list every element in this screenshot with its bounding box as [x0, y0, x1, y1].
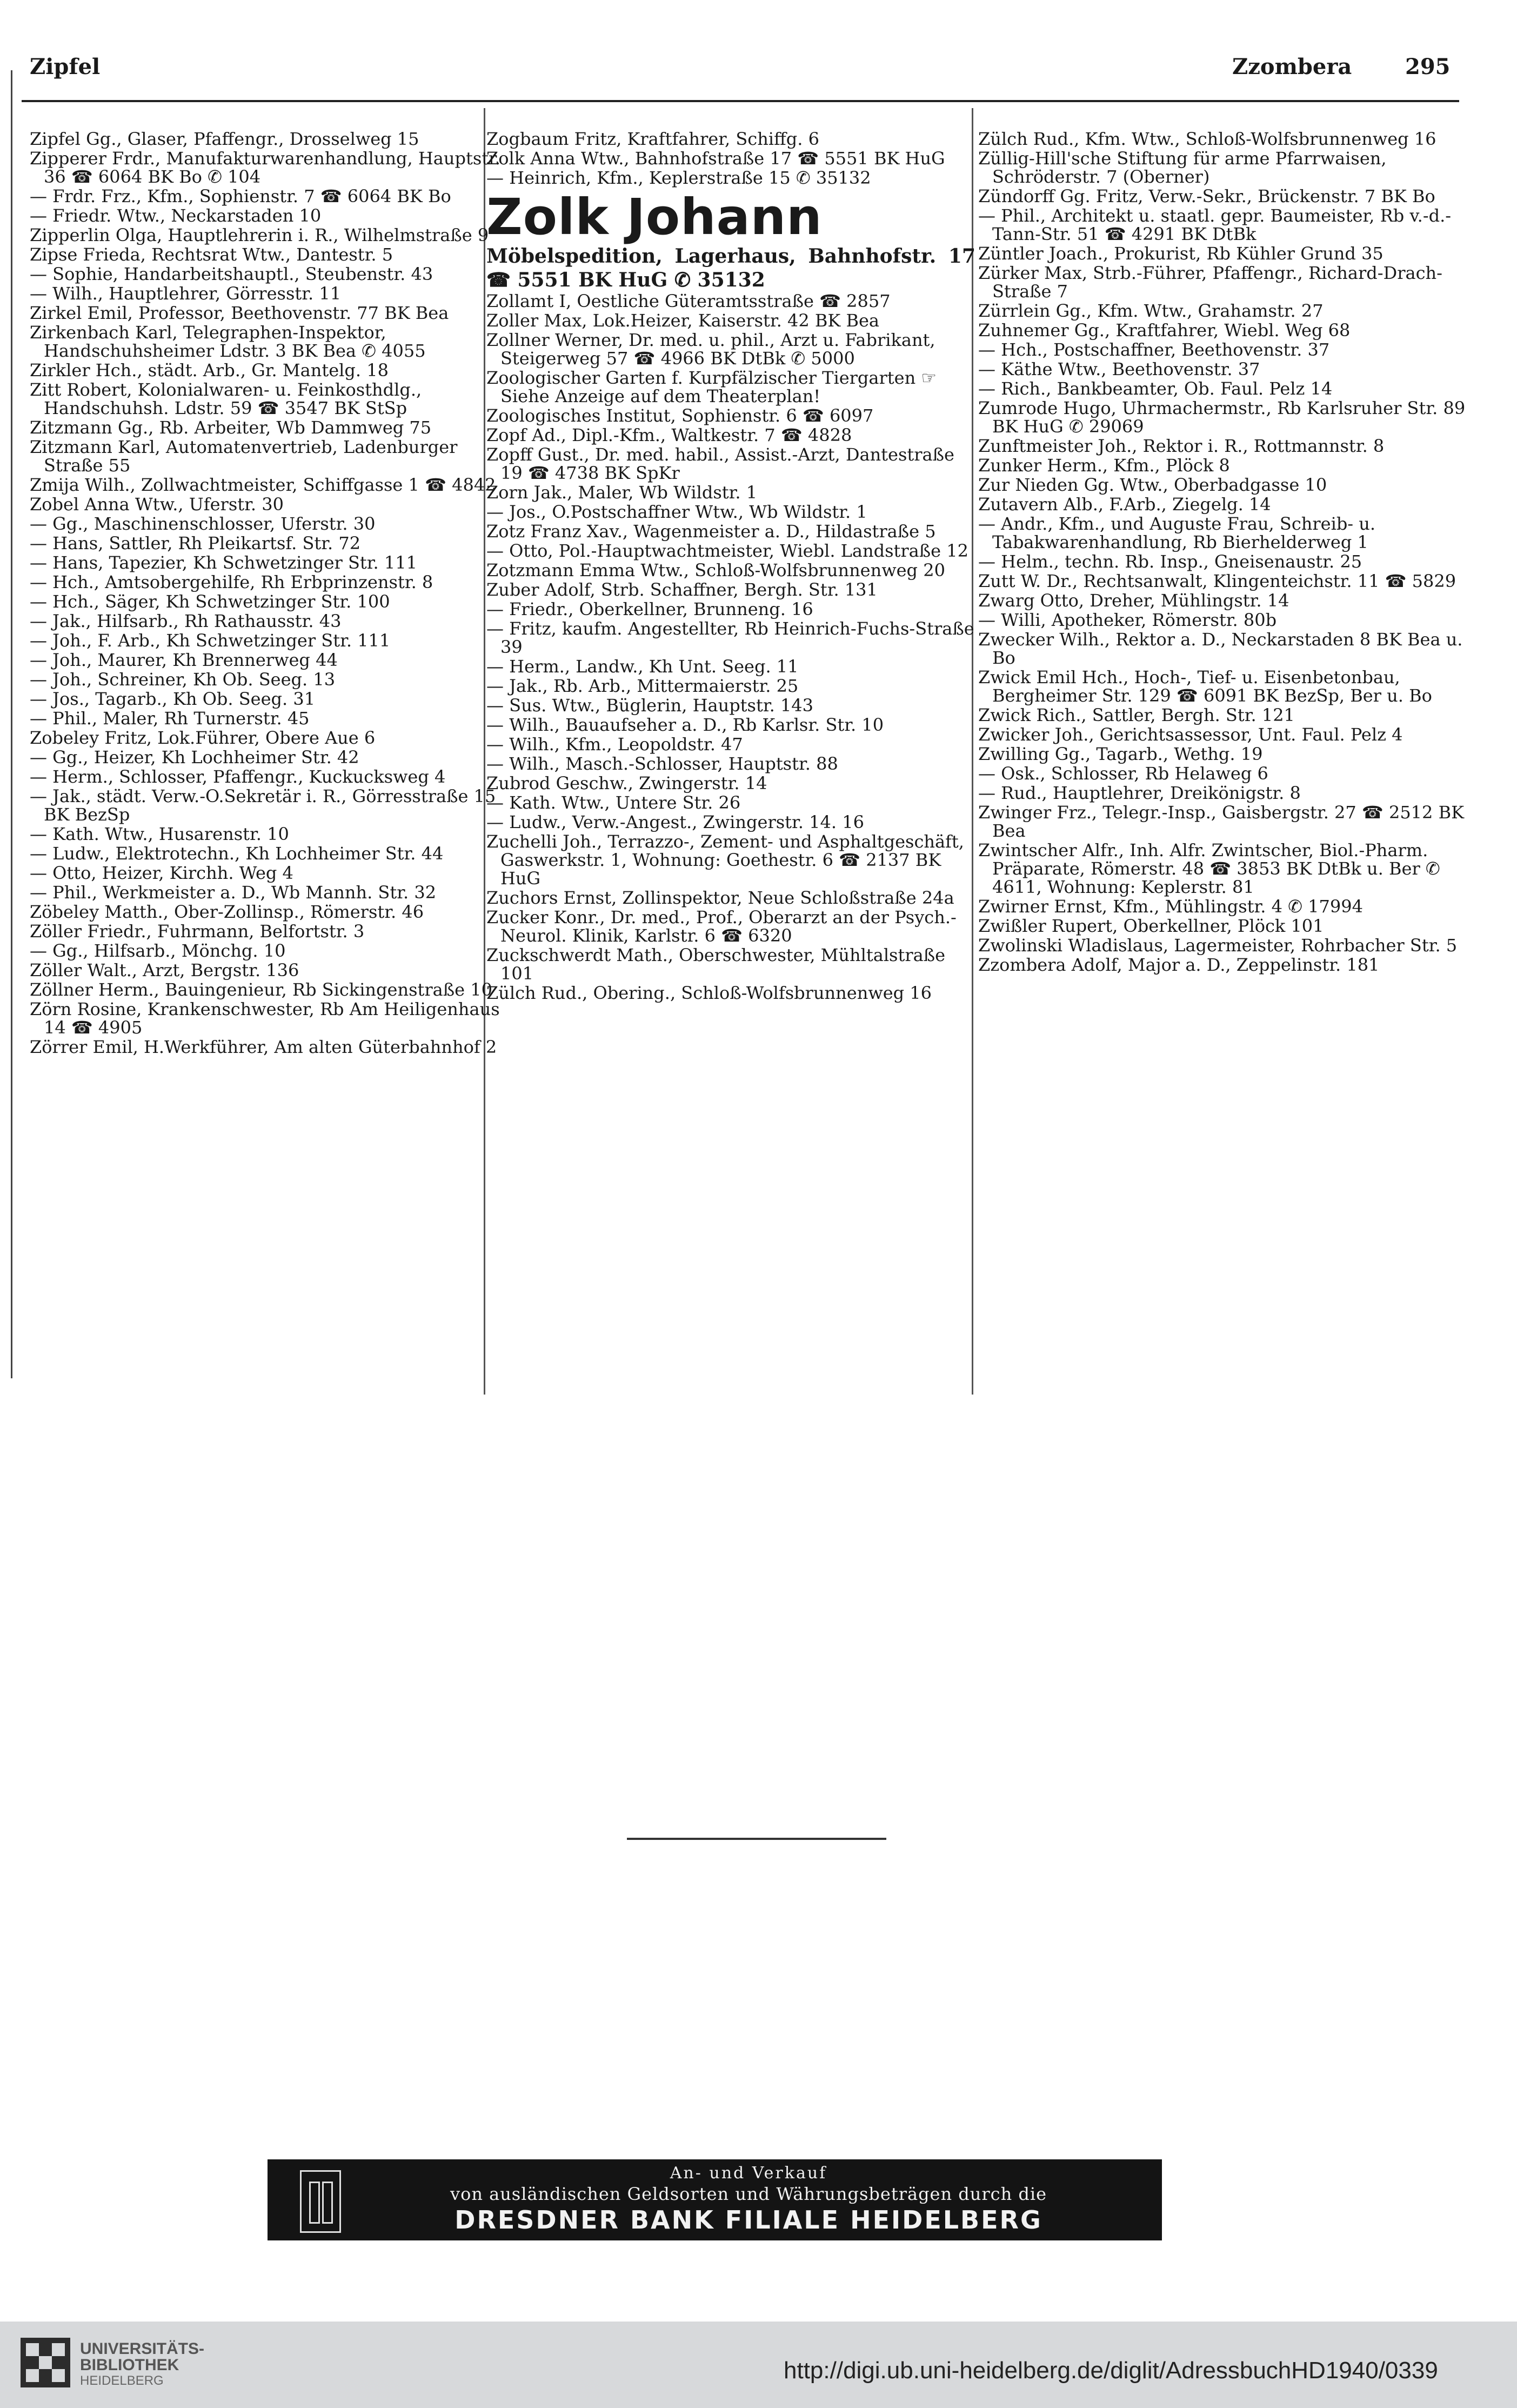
directory-entry: — Wilh., Bauaufseher a. D., Rb Karlsr. Str. 10	[486, 715, 884, 735]
bank-advert-line-3: DRESDNER BANK FILIALE HEIDELBERG	[455, 2205, 1042, 2234]
directory-entry: Zuckschwerdt Math., Oberschwester, Mühltalstraße 101	[486, 945, 946, 984]
directory-entry: Zirkler Hch., städt. Arb., Gr. Mantelg. 18	[30, 360, 389, 381]
column-2-entries-bottom	[486, 292, 975, 1002]
directory-entry: Zunftmeister Joh., Rektor i. R., Rottmannstr. 8	[978, 436, 1385, 456]
directory-entry: Zürrlein Gg., Kfm. Wtw., Grahamstr. 27	[978, 301, 1324, 321]
directory-entry: — Frdr. Frz., Kfm., Sophienstr. 7 ☎ 6064 BK Bo	[30, 186, 451, 206]
directory-column-1	[30, 130, 519, 1057]
directory-entry: Zitzmann Gg., Rb. Arbeiter, Wb Dammweg 75	[30, 417, 432, 438]
directory-entry: — Sophie, Handarbeitshauptl., Steubenstr. 43	[30, 264, 433, 284]
directory-entry: Zoologisches Institut, Sophienstr. 6 ☎ 6097	[486, 405, 874, 426]
directory-entry: — Osk., Schlosser, Rb Helaweg 6	[978, 763, 1268, 784]
column-2-entries-top	[486, 130, 975, 187]
directory-entry: — Kath. Wtw., Untere Str. 26	[486, 792, 741, 813]
directory-entry: Zuchelli Joh., Terrazzo-, Zement- und Asphaltgeschäft, Gaswerkstr. 1, Wohnung: Goethestr. 6 ☎ 2137 BK HuG	[486, 831, 964, 889]
left-margin-rule	[11, 70, 12, 1378]
directory-entry: — Wilh., Hauptlehrer, Görresstr. 11	[30, 283, 342, 304]
directory-entry: Zoller Max, Lok.Heizer, Kaiserstr. 42 BK Bea	[486, 310, 879, 331]
directory-entry: — Phil., Werkmeister a. D., Wb Mannh. Str. 32	[30, 882, 437, 903]
directory-entry: Zolk Anna Wtw., Bahnhofstraße 17 ☎ 5551 BK HuG	[486, 148, 945, 169]
directory-entry: — Rich., Bankbeamter, Ob. Faul. Pelz 14	[978, 378, 1333, 399]
library-name-line-2: BIBLIOTHEK	[80, 2356, 179, 2374]
directory-entry: Zürker Max, Strb.-Führer, Pfaffengr., Richard-Drach-Straße 7	[978, 263, 1442, 302]
directory-entry: Zotz Franz Xav., Wagenmeister a. D., Hildastraße 5	[486, 521, 936, 542]
directory-column-3	[978, 130, 1467, 975]
page-number: 295	[1405, 54, 1451, 79]
directory-entry: — Joh., Maurer, Kh Brennerweg 44	[30, 650, 338, 670]
directory-entry: Zollner Werner, Dr. med. u. phil., Arzt u. Fabrikant, Steigerweg 57 ☎ 4966 BK DtBk ✆ 5000	[486, 330, 935, 369]
directory-entry: Zipse Frieda, Rechtsrat Wtw., Dantestr. 5	[30, 244, 393, 265]
directory-entry: — Ludw., Elektrotechn., Kh Lochheimer Str. 44	[30, 843, 444, 864]
directory-entry: Zobel Anna Wtw., Uferstr. 30	[30, 494, 284, 515]
directory-entry: Zwilling Gg., Tagarb., Wethg. 19	[978, 744, 1263, 764]
directory-entry: — Jak., städt. Verw.-O.Sekretär i. R., Görresstraße 15 BK BezSp	[30, 786, 496, 825]
directory-entry: Zopff Gust., Dr. med. habil., Assist.-Arzt, Dantestraße 19 ☎ 4738 BK SpKr	[486, 444, 954, 483]
directory-entry: — Joh., F. Arb., Kh Schwetzinger Str. 111	[30, 630, 391, 651]
directory-entry: Zuhnemer Gg., Kraftfahrer, Wiebl. Weg 68	[978, 320, 1351, 341]
directory-entry: Zörn Rosine, Krankenschwester, Rb Am Heiligenhaus 14 ☎ 4905	[30, 999, 500, 1038]
directory-entry: Zipfel Gg., Glaser, Pfaffengr., Drosselweg 15	[30, 129, 419, 149]
library-name-line-1: UNIVERSITÄTS-	[80, 2340, 205, 2358]
zolk-johann-advert-text: Möbelspedition, Lagerhaus, Bahnhofstr. 17 ☎ 5551 BK HuG ✆ 35132	[486, 245, 975, 291]
directory-entry: Zorn Jak., Maler, Wb Wildstr. 1	[486, 482, 758, 503]
directory-entry: — Käthe Wtw., Beethovenstr. 37	[978, 359, 1260, 379]
directory-entry: Zwißler Rupert, Oberkellner, Plöck 101	[978, 916, 1324, 936]
directory-column-2	[486, 130, 975, 1003]
directory-entry: — Friedr., Oberkellner, Brunneng. 16	[486, 599, 813, 619]
directory-entry: Zutt W. Dr., Rechtsanwalt, Klingenteichstr. 11 ☎ 5829	[978, 571, 1456, 591]
directory-entry: — Joh., Schreiner, Kh Ob. Seeg. 13	[30, 669, 336, 690]
header-left-word: Zipfel	[30, 54, 101, 79]
directory-entry: — Hch., Amtsobergehilfe, Rh Erbprinzenstr. 8	[30, 572, 433, 592]
directory-entry: Zur Nieden Gg. Wtw., Oberbadgasse 10	[978, 475, 1327, 495]
directory-entry: — Ludw., Verw.-Angest., Zwingerstr. 14. 16	[486, 812, 864, 832]
directory-entry: — Jos., O.Postschaffner Wtw., Wb Wildstr. 1	[486, 502, 867, 522]
directory-entry: — Willi, Apotheker, Römerstr. 80b	[978, 610, 1277, 630]
bank-advert-line-1: An- und Verkauf	[670, 2164, 827, 2183]
directory-entry: Züllig-Hill'sche Stiftung für arme Pfarrwaisen, Schröderstr. 7 (Oberner)	[978, 148, 1387, 187]
directory-entry: Zutavern Alb., F.Arb., Ziegelg. 14	[978, 494, 1271, 515]
directory-entry: — Wilh., Masch.-Schlosser, Hauptstr. 88	[486, 753, 838, 774]
directory-entry: Zoologischer Garten f. Kurpfälzischer Tiergarten ☞ Siehe Anzeige auf dem Theaterplan!	[486, 368, 937, 406]
end-separator-rule	[627, 1838, 886, 1840]
directory-entry: Zollamt I, Oestliche Güteramtsstraße ☎ 2857	[486, 291, 891, 311]
directory-entry: Zwick Rich., Sattler, Bergh. Str. 121	[978, 705, 1295, 725]
dresdner-bank-advert	[268, 2159, 1162, 2240]
directory-entry: Zwintscher Alfr., Inh. Alfr. Zwintscher, Biol.-Pharm. Präparate, Römerstr. 48 ☎ 3853 BK DtBk u. Ber ✆ 4611, Wohnung: Keplerstr. 81	[978, 840, 1440, 897]
directory-entry: Zuber Adolf, Strb. Schaffner, Bergh. Str. 131	[486, 579, 878, 600]
directory-entry: — Fritz, kaufm. Angestellter, Rb Heinrich-Fuchs-Straße 39	[486, 618, 974, 657]
directory-entry: — Hch., Postschaffner, Beethovenstr. 37	[978, 339, 1330, 360]
bank-advert-line-2: von ausländischen Geldsorten und Währungsbeträgen durch die	[450, 2184, 1047, 2204]
directory-entry: Zwicker Joh., Gerichtsassessor, Unt. Faul. Pelz 4	[978, 724, 1403, 745]
directory-entry: Zipperer Frdr., Manufakturwarenhandlung, Hauptstr. 36 ☎ 6064 BK Bo ✆ 104	[30, 148, 501, 187]
header-right-word: Zzombera	[1232, 54, 1352, 79]
directory-entry: — Gg., Maschinenschlosser, Uferstr. 30	[30, 513, 376, 534]
directory-entry: Zirkenbach Karl, Telegraphen-Inspektor, Handschuhsheimer Ldstr. 3 BK Bea ✆ 4055	[30, 322, 426, 361]
bank-logo-icon	[300, 2170, 341, 2233]
directory-entry: Zwecker Wilh., Rektor a. D., Neckarstaden 8 BK Bea u. Bo	[978, 629, 1463, 668]
directory-entry: — Gg., Heizer, Kh Lochheimer Str. 42	[30, 747, 359, 768]
directory-entry: — Gg., Hilfsarb., Mönchg. 10	[30, 940, 286, 961]
directory-entry: — Friedr. Wtw., Neckarstaden 10	[30, 205, 322, 226]
directory-entry: Zirkel Emil, Professor, Beethovenstr. 77 BK Bea	[30, 303, 449, 323]
directory-entry: Zöller Friedr., Fuhrmann, Belfortstr. 3	[30, 921, 365, 942]
directory-entry: — Phil., Maler, Rh Turnerstr. 45	[30, 708, 310, 729]
directory-entry: Zwirner Ernst, Kfm., Mühlingstr. 4 ✆ 17994	[978, 896, 1363, 917]
directory-entry: Zucker Konr., Dr. med., Prof., Oberarzt an der Psych.-Neurol. Klinik, Karlstr. 6 ☎ 6320	[486, 907, 957, 946]
directory-entry: — Herm., Schlosser, Pfaffengr., Kuckucksweg 4	[30, 766, 446, 787]
directory-entry: — Phil., Architekt u. staatl. gepr. Baumeister, Rb v.-d.-Tann-Str. 51 ☎ 4291 BK DtBk	[978, 205, 1452, 244]
directory-entry: Zöllner Herm., Bauingenieur, Rb Sickingenstraße 10	[30, 979, 492, 1000]
directory-entry: Zülch Rud., Obering., Schloß-Wolfsbrunnenweg 16	[486, 983, 932, 1003]
directory-entry: — Jos., Tagarb., Kh Ob. Seeg. 31	[30, 689, 316, 709]
directory-entry: Zubrod Geschw., Zwingerstr. 14	[486, 773, 767, 793]
directory-entry: Zwinger Frz., Telegr.-Insp., Gaisbergstr. 27 ☎ 2512 BK Bea	[978, 802, 1464, 841]
directory-entry: — Otto, Heizer, Kirchh. Weg 4	[30, 863, 293, 883]
directory-entry: Zwick Emil Hch., Hoch-, Tief- u. Eisenbetonbau, Bergheimer Str. 129 ☎ 6091 BK BezSp, Ber u. Bo	[978, 667, 1432, 706]
directory-entry: Zwolinski Wladislaus, Lagermeister, Rohrbacher Str. 5	[978, 935, 1458, 956]
directory-entry: — Heinrich, Kfm., Keplerstraße 15 ✆ 35132	[486, 168, 871, 188]
directory-entry: Zitt Robert, Kolonialwaren- u. Feinkosthdlg., Handschuhsh. Ldstr. 59 ☎ 3547 BK StSp	[30, 379, 422, 418]
running-header	[30, 54, 1451, 97]
directory-entry: Zopf Ad., Dipl.-Kfm., Waltkestr. 7 ☎ 4828	[486, 425, 852, 445]
directory-entry: Zunker Herm., Kfm., Plöck 8	[978, 455, 1230, 476]
directory-entry: — Kath. Wtw., Husarenstr. 10	[30, 824, 289, 844]
directory-entry: — Wilh., Kfm., Leopoldstr. 47	[486, 734, 743, 755]
directory-entry: Zuchors Ernst, Zollinspektor, Neue Schloßstraße 24a	[486, 888, 954, 908]
directory-entry: — Hans, Sattler, Rh Pleikartsf. Str. 72	[30, 533, 361, 553]
directory-entry: — Hans, Tapezier, Kh Schwetzinger Str. 111	[30, 552, 417, 573]
directory-entry: Zülch Rud., Kfm. Wtw., Schloß-Wolfsbrunnenweg 16	[978, 129, 1436, 149]
directory-entry: Zotzmann Emma Wtw., Schloß-Wolfsbrunnenweg 20	[486, 560, 945, 581]
directory-entry: Züntler Joach., Prokurist, Rb Kühler Grund 35	[978, 243, 1384, 264]
directory-entry: Zogbaum Fritz, Kraftfahrer, Schiffg. 6	[486, 129, 819, 149]
library-name-line-3: HEIDELBERG	[80, 2373, 164, 2388]
zolk-johann-advert-name: Zolk Johann	[486, 188, 823, 246]
directory-entry: — Herm., Landw., Kh Unt. Seeg. 11	[486, 656, 799, 677]
directory-entry: Zündorff Gg. Fritz, Verw.-Sekr., Brückenstr. 7 BK Bo	[978, 186, 1435, 206]
directory-entry: — Andr., Kfm., und Auguste Frau, Schreib- u. Tabakwarenhandlung, Rb Bierhelderweg 1	[978, 513, 1376, 552]
directory-entry: — Otto, Pol.-Hauptwachtmeister, Wiebl. Landstraße 12	[486, 541, 968, 561]
directory-entry: — Sus. Wtw., Büglerin, Hauptstr. 143	[486, 695, 814, 716]
directory-entry: — Rud., Hauptlehrer, Dreikönigstr. 8	[978, 783, 1301, 803]
directory-entry: Zzombera Adolf, Major a. D., Zeppelinstr. 181	[978, 955, 1380, 975]
source-url-link[interactable]: http://digi.ub.uni-heidelberg.de/diglit/AdressbuchHD1940/0339	[784, 2357, 1438, 2384]
directory-entry: Zöller Walt., Arzt, Bergstr. 136	[30, 960, 299, 980]
directory-entry: Zmija Wilh., Zollwachtmeister, Schiffgasse 1 ☎ 4842	[30, 475, 496, 495]
directory-entry: Zitzmann Karl, Automatenvertrieb, Ladenburger Straße 55	[30, 437, 458, 476]
directory-entry: — Jak., Rb. Arb., Mittermaierstr. 25	[486, 676, 799, 696]
digitization-footer	[0, 2322, 1517, 2408]
directory-entry: — Helm., techn. Rb. Insp., Gneisenaustr. 25	[978, 551, 1362, 572]
directory-entry: Zobeley Fritz, Lok.Führer, Obere Aue 6	[30, 728, 376, 748]
directory-entry: — Jak., Hilfsarb., Rh Rathausstr. 43	[30, 611, 342, 631]
directory-entry: Zumrode Hugo, Uhrmachermstr., Rb Karlsruher Str. 89 BK HuG ✆ 29069	[978, 398, 1466, 437]
header-rule	[22, 100, 1459, 102]
directory-entry: — Hch., Säger, Kh Schwetzinger Str. 100	[30, 591, 390, 612]
directory-entry: Zörrer Emil, H.Werkführer, Am alten Güterbahnhof 2	[30, 1037, 497, 1057]
directory-entry: Zipperlin Olga, Hauptlehrerin i. R., Wilhelmstraße 9	[30, 225, 489, 245]
university-library-logo-icon	[21, 2338, 70, 2387]
directory-entry: Zwarg Otto, Dreher, Mühlingstr. 14	[978, 590, 1289, 611]
directory-entry: Zöbeley Matth., Ober-Zollinsp., Römerstr. 46	[30, 902, 424, 922]
